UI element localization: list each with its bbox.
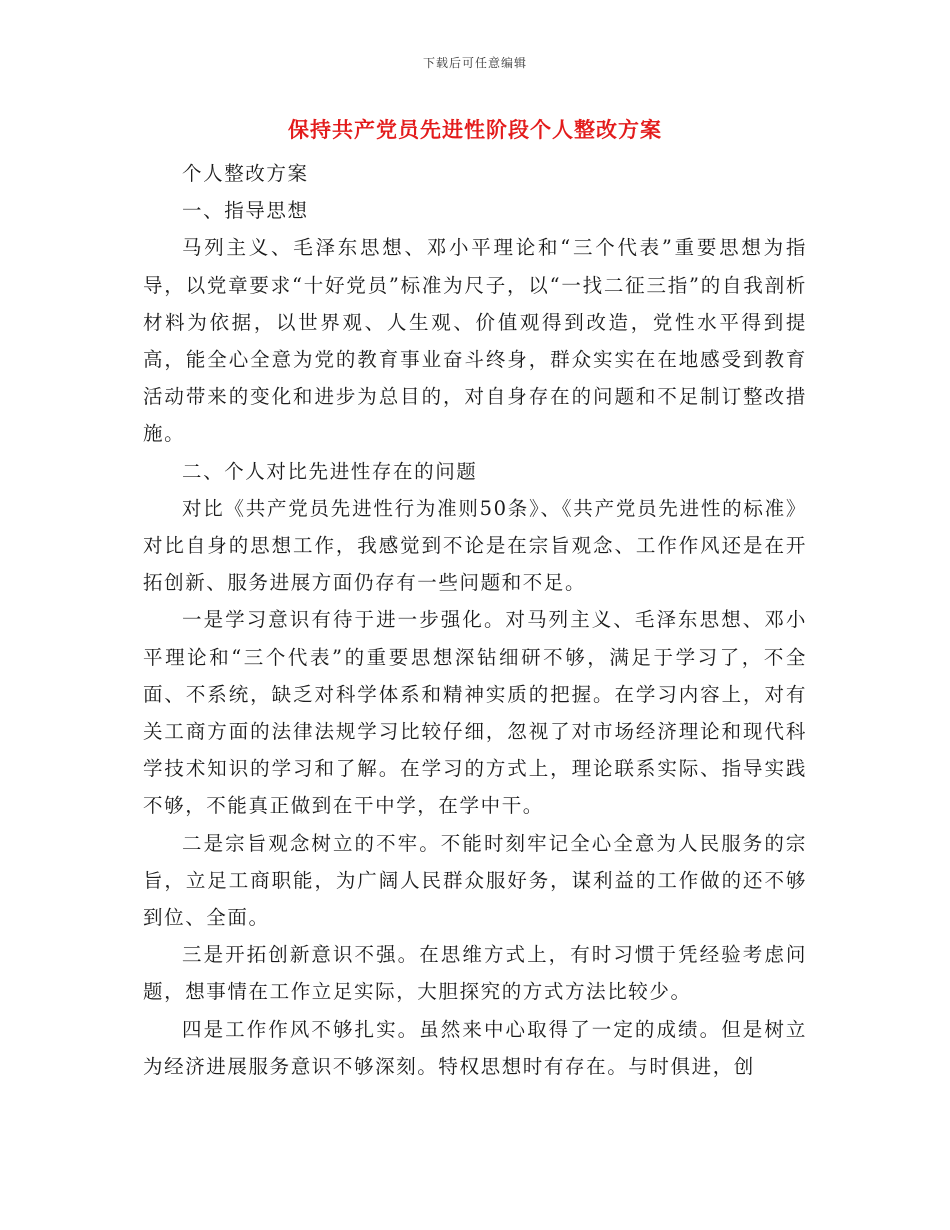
paragraph-problem-one: 一是学习意识有待于进一步强化。对马列主义、毛泽东思想、邓小平理论和“三个代表”的重要思想深钻细研不够，满足于学习了，不全面、不系统，缺乏对科学体系和精神实质的把握。在学习内容上，对有关工商方面的法律法规学习比较仔细，忽视了对市场经济理论和现代科学技术知识的学习和了解。在学习的方式上，理论联系实际、指导实践不够，不能真正做到在干中学，在学中干。 <box>143 608 807 818</box>
paragraph-problem-two: 二是宗旨观念树立的不牢。不能时刻牢记全心全意为人民服务的宗旨，立足工商职能，为广阔人民群众服好务，谋利益的工作做的还不够到位、全面。 <box>143 831 807 930</box>
paragraph-problem-three: 三是开拓创新意识不强。在思维方式上，有时习惯于凭经验考虑问题，想事情在工作立足实际，大胆探究的方式方法比较少。 <box>143 943 807 1004</box>
paragraph-comparison: 对比《共产党员先进性行为准则50条》、《共产党员先进性的标准》对比自身的思想工作，我感觉到不论是在宗旨观念、工作作风还是在开拓创新、服务进展方面仍存有一些问题和不足。 <box>143 496 807 595</box>
document-title: 保持共产党员先进性阶段个人整改方案 <box>288 117 662 142</box>
header-note: 下载后可任意编辑 <box>422 56 527 70</box>
paragraph-guiding-ideology: 马列主义、毛泽东思想、邓小平理论和“三个代表”重要思想为指导，以党章要求“十好党员”标准为尺子，以“一找二征三指”的自我剖析材料为依据，以世界观、人生观、价值观得到改造，党性水平得到提高，能全心全意为党的教育事业奋斗终身，群众实实在在地感受到教育活动带来的变化和进步为总目的，对自身存在的问题和不足制订整改措施。 <box>143 236 807 446</box>
paragraph-section-heading: 个人整改方案 <box>182 162 309 185</box>
document-body <box>143 155 807 1085</box>
paragraph-heading-guiding-ideology: 一、指导思想 <box>182 199 309 223</box>
paragraph-heading-problems: 二、个人对比先进性存在的问题 <box>182 459 478 483</box>
paragraph-problem-four: 四是工作作风不够扎实。虽然来中心取得了一定的成绩。但是树立为经济进展服务意识不够深刻。特权思想时有存在。与时俱进，创 <box>143 1017 807 1078</box>
